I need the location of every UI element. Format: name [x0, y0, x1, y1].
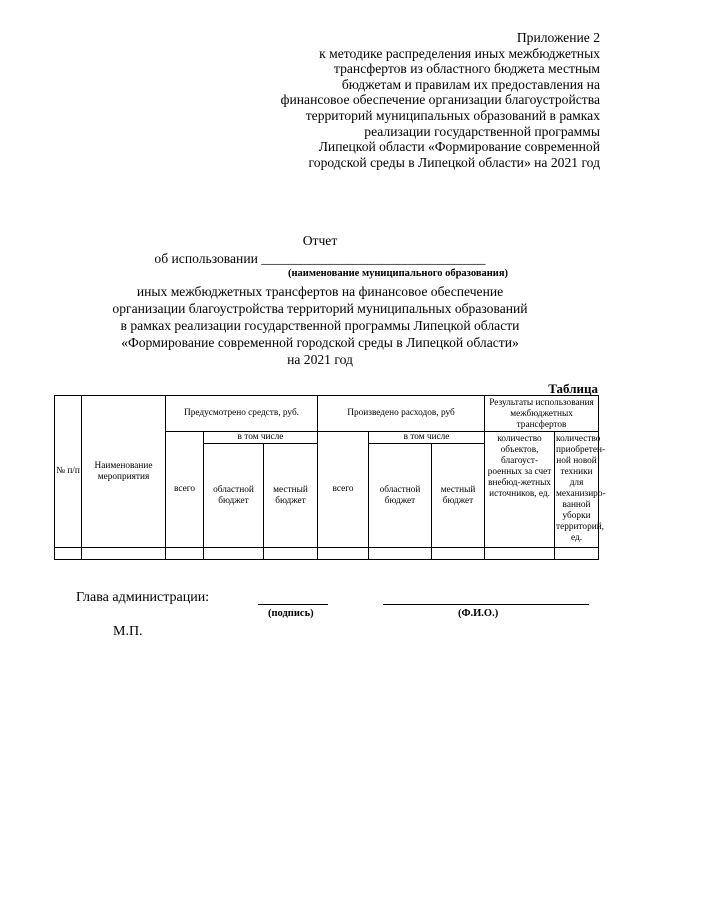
header-machinery-count: количество приобретен-ной новой техники для механизиро-ванной уборки территорий, ед.	[555, 432, 599, 548]
header-event-name: Наименование мероприятия	[82, 396, 166, 548]
appendix-line: финансовое обеспечение организации благоустройства	[280, 92, 600, 108]
name-line[interactable]	[383, 604, 589, 605]
header-regional-planned: областной бюджет	[204, 444, 264, 548]
table-cell[interactable]	[264, 548, 318, 560]
stamp-place: М.П.	[113, 624, 143, 639]
appendix-line: к методике распределения иных межбюджетных	[319, 45, 600, 61]
appendix-header	[220, 30, 600, 170]
head-of-administration-label: Глава администрации:	[76, 590, 210, 605]
header-regional-spent: областной бюджет	[369, 444, 432, 548]
report-body-line: на 2021 год	[287, 352, 353, 367]
report-title: Отчет	[302, 233, 338, 248]
report-body-line: организации благоустройства территорий муниципальных образований	[112, 301, 528, 316]
header-number: № п/п	[55, 396, 82, 548]
report-table	[54, 395, 606, 560]
header-total-spent: всего	[318, 432, 369, 548]
usage-prefix: об использовании	[154, 251, 258, 266]
appendix-line: реализации государственной программы	[364, 123, 600, 139]
appendix-line: Приложение 2	[516, 30, 600, 45]
table-row	[55, 548, 599, 560]
appendix-line: Липецкой области «Формирование современной	[318, 139, 600, 155]
appendix-line: трансфертов из областного бюджета местным	[333, 61, 600, 77]
table-cell[interactable]	[82, 548, 166, 560]
header-including-spent: в том числе	[369, 432, 485, 444]
signature-caption: (подпись)	[268, 608, 314, 619]
header-spent: Произведено расходов, руб	[318, 396, 485, 432]
table-cell[interactable]	[485, 548, 555, 560]
name-caption: (Ф.И.О.)	[458, 608, 499, 619]
header-objects-count: количество объектов, благоуст-роенных за счет внебюд-жетных источников, ед.	[485, 432, 555, 548]
appendix-line: территорий муниципальных образований в рамках	[305, 107, 600, 123]
table-cell[interactable]	[432, 548, 485, 560]
header-results: Результаты использования межбюджетных трансфертов	[485, 396, 599, 432]
usage-line	[0, 251, 640, 267]
header-including-planned: в том числе	[204, 432, 318, 444]
header-local-planned: местный бюджет	[264, 444, 318, 548]
table-cell[interactable]	[55, 548, 82, 560]
table-label: Таблица	[548, 381, 598, 396]
report-body-line: иных межбюджетных трансфертов на финансовое обеспечение	[136, 284, 504, 299]
header-planned-funds: Предусмотрено средств, руб.	[166, 396, 318, 432]
table-cell[interactable]	[555, 548, 599, 560]
municipality-blank: _________________________________	[261, 251, 486, 266]
header-local-spent: местный бюджет	[432, 444, 485, 548]
signature-line[interactable]	[258, 604, 328, 605]
table-cell[interactable]	[204, 548, 264, 560]
report-body-line: «Формирование современной городской среды в Липецкой области»	[121, 335, 519, 350]
header-total-planned: всего	[166, 432, 204, 548]
table-cell[interactable]	[369, 548, 432, 560]
report-body-line: в рамках реализации государственной программы Липецкой области	[120, 318, 520, 333]
table-cell[interactable]	[166, 548, 204, 560]
appendix-line: бюджетам и правилам их предоставления на	[341, 76, 600, 92]
municipality-caption: (наименование муниципального образования)	[287, 268, 509, 279]
table-cell[interactable]	[318, 548, 369, 560]
appendix-line: городской среды в Липецкой области» на 2021 год	[308, 154, 600, 170]
